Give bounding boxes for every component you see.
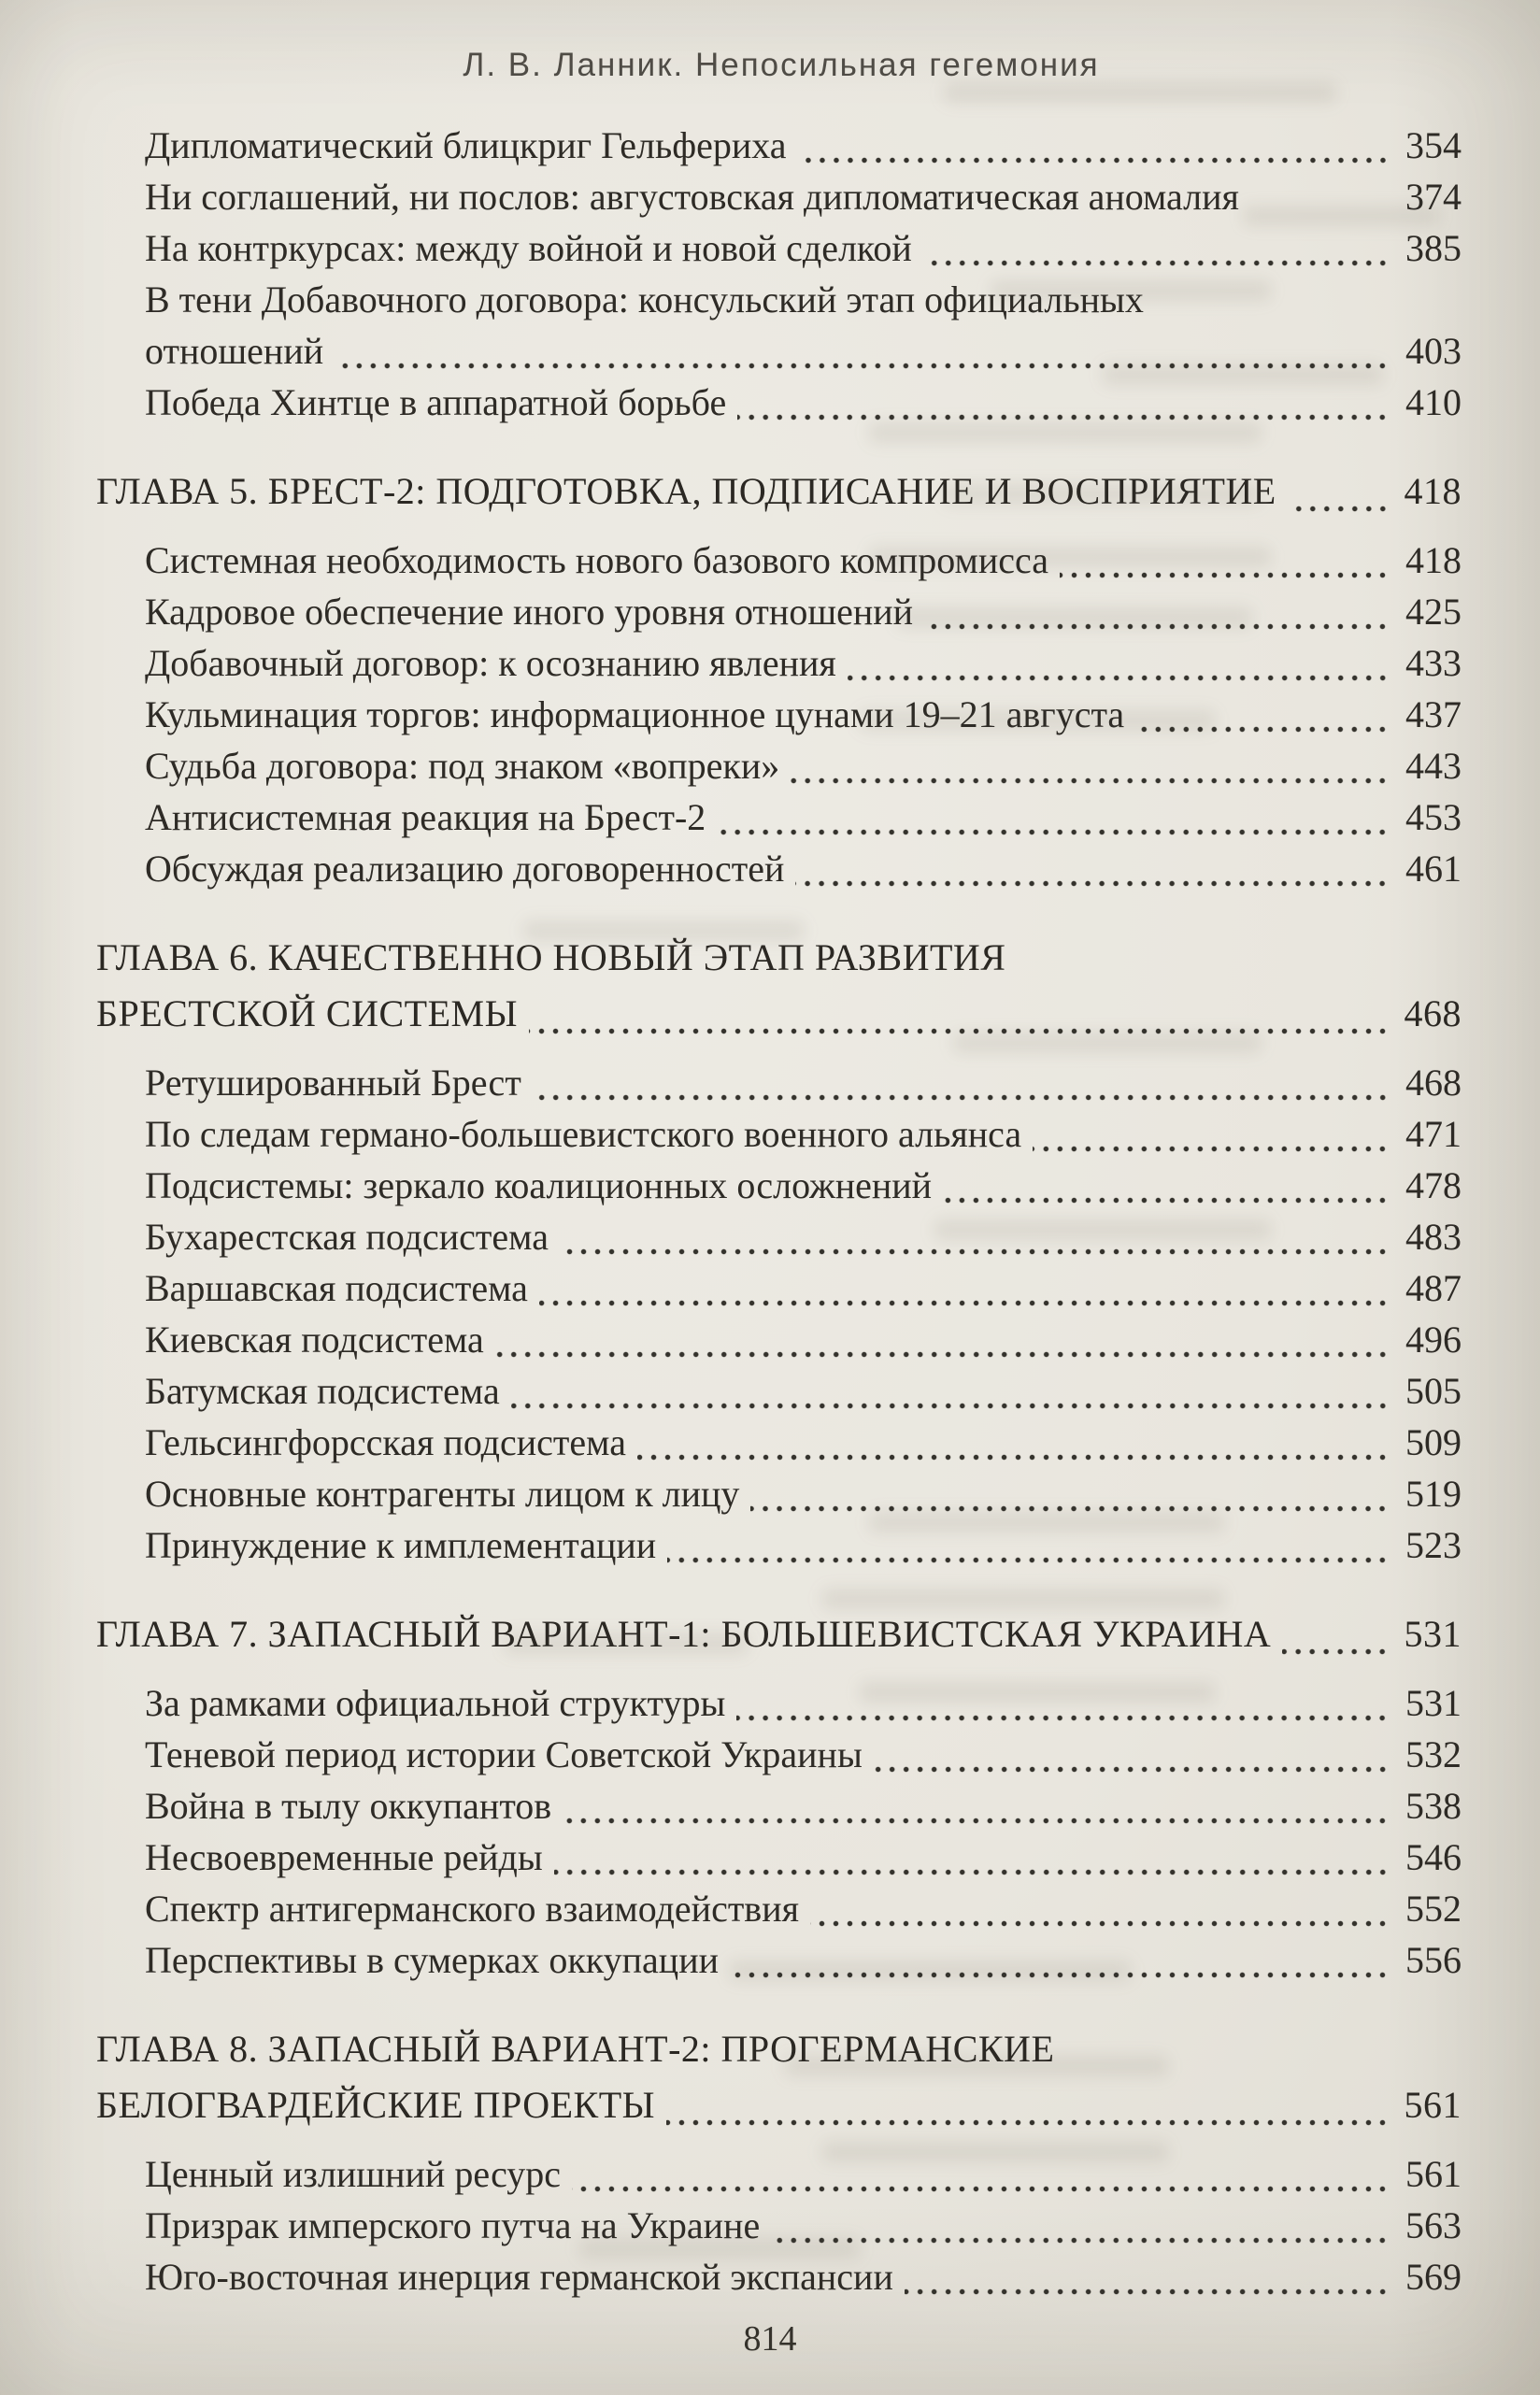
- page-ref: 561: [1404, 2084, 1462, 2126]
- page-ref: 453: [1405, 796, 1462, 838]
- toc-row: [145, 1160, 1462, 1211]
- page-ref: 563: [1405, 2204, 1462, 2246]
- dot-leader: [791, 777, 1392, 785]
- toc-row: [145, 637, 1462, 689]
- toc-entry: [96, 120, 1462, 171]
- toc-row: [145, 791, 1462, 843]
- toc-row: [145, 535, 1462, 586]
- entry-title: По следам германо-большевистского военного альянса: [145, 1113, 1022, 1155]
- dot-leader: [943, 1196, 1392, 1205]
- dot-leader: [1135, 725, 1392, 734]
- toc-row: [145, 377, 1462, 428]
- entry-title: Добавочный договор: к осознанию явления: [145, 642, 836, 684]
- dot-leader: [924, 622, 1392, 631]
- dot-leader: [717, 828, 1392, 836]
- page-ref: 354: [1405, 124, 1462, 166]
- dot-leader: [666, 2118, 1392, 2127]
- bleed-through-mark: [944, 82, 1336, 103]
- toc-entry-list: [96, 1677, 1462, 1986]
- table-of-contents: [96, 120, 1462, 2302]
- toc-section: [96, 463, 1462, 894]
- dot-leader: [560, 1247, 1392, 1256]
- dot-leader: [533, 1093, 1392, 1102]
- entry-title: Системная необходимость нового базового компромисса: [145, 539, 1048, 581]
- dot-leader: [737, 413, 1392, 421]
- dot-leader: [495, 1350, 1392, 1359]
- dot-leader: [335, 362, 1392, 370]
- page-ref: 410: [1405, 381, 1462, 423]
- toc-entry: [96, 1832, 1462, 1883]
- dot-leader: [750, 1504, 1392, 1513]
- entry-title: Ни соглашений, ни послов: августовская дипломатическая аномалия: [145, 176, 1239, 218]
- toc-entry: [96, 689, 1462, 740]
- toc-entry: [96, 377, 1462, 428]
- toc-entry: [96, 791, 1462, 843]
- page-ref: 483: [1405, 1216, 1462, 1258]
- toc-row: [145, 2251, 1462, 2302]
- page-ref: 403: [1405, 330, 1462, 372]
- toc-entry: [96, 1677, 1462, 1729]
- entry-title: За рамками официальной структуры: [145, 1682, 726, 1724]
- entry-title-line: В тени Добавочного договора: консульский этап официальных: [145, 278, 1144, 321]
- dot-leader: [1282, 1647, 1392, 1656]
- entry-title: Дипломатический блицкриг Гельфериха: [145, 124, 787, 166]
- toc-entry: [96, 1519, 1462, 1571]
- toc-row: [145, 171, 1462, 222]
- toc-row: [145, 120, 1462, 171]
- page-ref: 556: [1405, 1939, 1462, 1981]
- entry-title: Призрак имперского путча на Украине: [145, 2204, 761, 2246]
- page-ref: 471: [1405, 1113, 1462, 1155]
- entry-title: Гельсингфорсская подсистема: [145, 1421, 626, 1463]
- toc-entry: [96, 1160, 1462, 1211]
- page-ref: 425: [1405, 591, 1462, 633]
- dot-leader: [529, 1027, 1392, 1035]
- dot-leader: [572, 2185, 1392, 2193]
- entry-title: Спектр антигерманского взаимодействия: [145, 1888, 799, 1930]
- dot-leader: [539, 1299, 1392, 1307]
- toc-entry: [96, 1468, 1462, 1519]
- toc-section: [96, 1606, 1462, 1986]
- entry-title: отношений: [145, 330, 324, 372]
- entry-title: Перспективы в сумерках оккупации: [145, 1939, 720, 1981]
- toc-row: [145, 1677, 1462, 1729]
- chapter-heading-line: ГЛАВА 5. БРЕСТ-2: ПОДГОТОВКА, ПОДПИСАНИЕ И ВОСПРИЯТИЕ: [96, 470, 1276, 512]
- entry-title: На контркурсах: между войной и новой сделкой: [145, 227, 912, 269]
- toc-entry: [96, 535, 1462, 586]
- toc-section: [96, 2021, 1462, 2302]
- page-ref: 461: [1405, 848, 1462, 890]
- page-ref: 531: [1404, 1613, 1462, 1655]
- chapter-heading-line: БРЕСТСКОЙ СИСТЕМЫ: [96, 992, 518, 1034]
- toc-entry: [96, 843, 1462, 894]
- toc-entry: [96, 171, 1462, 222]
- toc-row: [145, 1211, 1462, 1262]
- page-ref: 552: [1405, 1888, 1462, 1930]
- chapter-heading: [96, 463, 1462, 520]
- page-ref: 546: [1405, 1836, 1462, 1878]
- entry-title: Бухарестская подсистема: [145, 1216, 549, 1258]
- entry-title: Кадровое обеспечение иного уровня отношений: [145, 591, 914, 633]
- page-ref: 496: [1405, 1319, 1462, 1361]
- dot-leader: [874, 1765, 1392, 1774]
- toc-row: [145, 1108, 1462, 1160]
- entry-title: Ценный излишний ресурс: [145, 2153, 562, 2195]
- toc-entry: [96, 637, 1462, 689]
- toc-row: [145, 1729, 1462, 1780]
- page-ref: 532: [1405, 1733, 1462, 1775]
- toc-entry: [96, 2251, 1462, 2302]
- toc-row: [96, 463, 1462, 520]
- page-ref: 437: [1405, 693, 1462, 735]
- dot-leader: [795, 879, 1392, 888]
- entry-title: Киевская подсистема: [145, 1319, 484, 1361]
- entry-title: Варшавская подсистема: [145, 1267, 528, 1309]
- chapter-heading: [96, 1606, 1462, 1662]
- toc-section: [96, 930, 1462, 1571]
- chapter-heading: [96, 930, 1462, 1042]
- page-number: 814: [743, 2319, 797, 2359]
- toc-section: [96, 120, 1462, 428]
- dot-leader: [905, 2288, 1392, 2296]
- toc-row: [145, 843, 1462, 894]
- entry-title: Основные контрагенты лицом к лицу: [145, 1473, 740, 1515]
- entry-title: Судьба договора: под знаком «вопреки»: [145, 745, 780, 787]
- toc-entry: [96, 2148, 1462, 2200]
- toc-entry-list: [96, 1057, 1462, 1571]
- chapter-heading-line: ГЛАВА 8. ЗАПАСНЫЙ ВАРИАНТ-2: ПРОГЕРМАНСКИЕ: [96, 2028, 1055, 2070]
- toc-entry: [96, 222, 1462, 274]
- page-ref: 505: [1405, 1370, 1462, 1412]
- page-ref: 374: [1405, 176, 1462, 218]
- page-ref: 509: [1405, 1421, 1462, 1463]
- toc-entry: [96, 1211, 1462, 1262]
- page-ref: 523: [1405, 1524, 1462, 1566]
- dot-leader: [810, 1919, 1392, 1928]
- toc-entry: [96, 1057, 1462, 1108]
- entry-title: Обсуждая реализацию договоренностей: [145, 848, 785, 890]
- page-ref: 519: [1405, 1473, 1462, 1515]
- dot-leader: [848, 674, 1392, 682]
- toc-entry-list: [96, 535, 1462, 894]
- page-ref: 468: [1404, 992, 1462, 1034]
- toc-row: [145, 1780, 1462, 1832]
- toc-row: [145, 1519, 1462, 1571]
- toc-row: [145, 1883, 1462, 1934]
- toc-entry: [96, 274, 1462, 377]
- toc-row: [145, 1262, 1462, 1314]
- entry-title: Подсистемы: зеркало коалиционных осложнений: [145, 1164, 933, 1206]
- toc-entry: [96, 740, 1462, 791]
- page-ref: 561: [1405, 2153, 1462, 2195]
- dot-leader: [637, 1453, 1392, 1461]
- entry-title: Кульминация торгов: информационное цунами 19–21 августа: [145, 693, 1125, 735]
- dot-leader: [1033, 1145, 1392, 1153]
- entry-title: Юго-восточная инерция германской экспансии: [145, 2256, 893, 2298]
- toc-entry: [96, 586, 1462, 637]
- running-header: Л. В. Ланник. Непосильная гегемония: [463, 47, 1100, 83]
- toc-row: [145, 1314, 1462, 1365]
- toc-entry: [96, 1729, 1462, 1780]
- toc-entry: [96, 1262, 1462, 1314]
- toc-entry: [96, 1108, 1462, 1160]
- toc-entry: [96, 1314, 1462, 1365]
- chapter-heading-line: ГЛАВА 6. КАЧЕСТВЕННО НОВЫЙ ЭТАП РАЗВИТИЯ: [96, 936, 1006, 978]
- toc-row: [145, 1468, 1462, 1519]
- page-ref: 418: [1405, 539, 1462, 581]
- page-ref: 478: [1405, 1164, 1462, 1206]
- toc-entry: [96, 2200, 1462, 2251]
- dot-leader: [730, 1971, 1392, 1979]
- dot-leader: [554, 1868, 1392, 1876]
- entry-title: Теневой период истории Советской Украины: [145, 1733, 863, 1775]
- dot-leader: [736, 1714, 1392, 1722]
- chapter-heading-line: БЕЛОГВАРДЕЙСКИЕ ПРОЕКТЫ: [96, 2084, 656, 2126]
- entry-title: Батумская подсистема: [145, 1370, 500, 1412]
- toc-entry: [96, 1934, 1462, 1986]
- entry-title: Ретушированный Брест: [145, 1062, 521, 1104]
- dot-leader: [771, 2236, 1392, 2245]
- page-ref: 418: [1404, 470, 1462, 512]
- page-ref: 385: [1405, 227, 1462, 269]
- toc-row: [145, 2200, 1462, 2251]
- page-ref: 443: [1405, 745, 1462, 787]
- dot-leader: [1060, 571, 1392, 579]
- dot-leader: [923, 259, 1392, 267]
- page-ref: 569: [1405, 2256, 1462, 2298]
- toc-row: [96, 1606, 1462, 1662]
- toc-row: [145, 1365, 1462, 1417]
- dot-leader: [563, 1817, 1392, 1825]
- dot-leader: [667, 1556, 1392, 1564]
- toc-row: [145, 222, 1462, 274]
- entry-title: Несвоевременные рейды: [145, 1836, 543, 1878]
- toc-row: [96, 2077, 1462, 2133]
- toc-row: [145, 740, 1462, 791]
- entry-title: Победа Хинтце в аппаратной борьбе: [145, 381, 727, 423]
- page-ref: 433: [1405, 642, 1462, 684]
- page-ref: 538: [1405, 1785, 1462, 1827]
- entry-title: Война в тылу оккупантов: [145, 1785, 552, 1827]
- toc-row: [145, 689, 1462, 740]
- toc-entry: [96, 1780, 1462, 1832]
- chapter-heading: [96, 2021, 1462, 2133]
- toc-row: [145, 325, 1462, 377]
- toc-entry-list: [96, 2148, 1462, 2302]
- page-ref: 531: [1405, 1682, 1462, 1724]
- toc-entry: [96, 1417, 1462, 1468]
- page-ref: 487: [1405, 1267, 1462, 1309]
- dot-leader: [511, 1402, 1392, 1410]
- dot-leader: [798, 156, 1392, 164]
- entry-title: Антисистемная реакция на Брест-2: [145, 796, 706, 838]
- toc-entry: [96, 1883, 1462, 1934]
- toc-row: [145, 586, 1462, 637]
- toc-row: [145, 1417, 1462, 1468]
- toc-row: [145, 2148, 1462, 2200]
- toc-row: [145, 1057, 1462, 1108]
- chapter-heading-line: ГЛАВА 7. ЗАПАСНЫЙ ВАРИАНТ-1: БОЛЬШЕВИСТСКАЯ УКРАИНА: [96, 1613, 1272, 1655]
- page-ref: 468: [1405, 1062, 1462, 1104]
- toc-row: [96, 986, 1462, 1042]
- toc-entry-list: [96, 120, 1462, 428]
- dot-leader: [1288, 505, 1392, 513]
- entry-title: Принуждение к имплементации: [145, 1524, 657, 1566]
- toc-row: [145, 1934, 1462, 1986]
- toc-entry: [96, 1365, 1462, 1417]
- toc-row: [145, 1832, 1462, 1883]
